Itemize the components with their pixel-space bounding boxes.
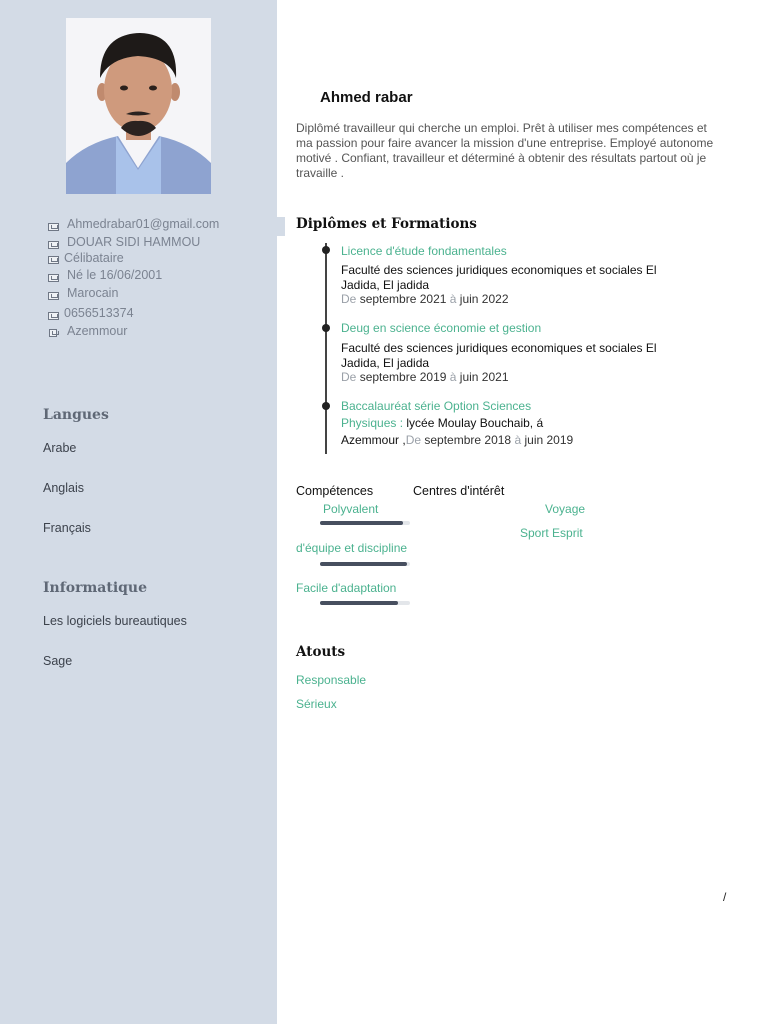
education-school: Faculté des sciences juridiques economiques et sociales El Jadida, El jadida <box>341 263 657 292</box>
skill-bar-track <box>320 562 410 566</box>
section-tab-notch <box>277 217 285 236</box>
date-to-word: à <box>449 370 457 384</box>
candidate-name: Ahmed rabar <box>320 89 413 106</box>
computing-heading: Informatique <box>43 580 148 596</box>
nationality-icon <box>48 292 59 300</box>
education-school: Faculté des sciences juridiques economiques et sociales El Jadida, El jadida <box>341 341 657 370</box>
education-title: Baccalauréat série Option Sciences <box>341 399 532 413</box>
asset-item: Sérieux <box>296 697 337 711</box>
email-icon <box>48 223 59 231</box>
education-dates <box>341 433 573 447</box>
date-from-word: De <box>341 370 357 384</box>
date-end: juin 2019 <box>524 433 574 447</box>
skill-bar-fill <box>320 521 403 525</box>
contact-email[interactable]: Ahmedrabar01@gmail.com <box>67 217 220 231</box>
language-item: Français <box>43 521 91 535</box>
skill-bar-fill <box>320 601 398 605</box>
skills-heading: Compétences <box>296 484 374 498</box>
skill-bar-track <box>320 521 410 525</box>
sidebar <box>0 0 277 1024</box>
interests-heading: Centres d'intérêt <box>413 484 505 498</box>
timeline-dot <box>322 246 330 254</box>
date-end: juin 2022 <box>459 292 509 306</box>
contact-phone[interactable]: 0656513374 <box>64 306 134 320</box>
interest-item: Sport Esprit <box>520 526 583 540</box>
date-start: septembre 2019 <box>359 370 447 384</box>
education-school <box>341 416 686 431</box>
location-icon <box>49 329 57 337</box>
education-heading: Diplômes et Formations <box>296 216 477 232</box>
date-start: septembre 2018 <box>424 433 512 447</box>
timeline-line <box>325 243 327 454</box>
computing-item: Les logiciels bureautiques <box>43 614 187 628</box>
contact-marital-status: Célibataire <box>64 251 124 265</box>
date-start: septembre 2021 <box>359 292 447 306</box>
education-title-continued: Physiques : <box>341 416 404 430</box>
profile-summary: Diplômé travailleur qui cherche un emploi. Prêt à utiliser mes compétences et ma passion pour faire avancer la mission d'une entreprise. Employé autonome motivé . Confiant, travailleur et déterminé à obtenir des résultats partout où je travaille . <box>296 121 714 180</box>
status-icon <box>48 256 59 264</box>
contact-nationality: Marocain <box>67 286 119 300</box>
interest-item: Voyage <box>545 502 586 516</box>
timeline-dot <box>322 324 330 332</box>
skill-bar-fill <box>320 562 407 566</box>
language-item: Arabe <box>43 441 77 455</box>
education-title: Licence d'étude fondamentales <box>341 244 507 258</box>
contact-city: Azemmour <box>67 324 128 338</box>
skill-label: Polyvalent <box>323 502 379 516</box>
phone-icon <box>48 312 59 320</box>
profile-photo <box>66 18 211 194</box>
asset-item: Responsable <box>296 673 367 687</box>
contact-birthdate: Né le 16/06/2001 <box>67 268 163 282</box>
address-icon <box>48 241 59 249</box>
birthday-icon <box>48 274 59 282</box>
skill-label: Facile d'adaptation <box>296 581 397 595</box>
language-item: Anglais <box>43 481 84 495</box>
assets-heading: Atouts <box>296 644 346 660</box>
date-to-word: à <box>449 292 457 306</box>
education-dates <box>341 370 509 384</box>
footer-mark: / <box>723 890 727 904</box>
education-title: Deug en science économie et gestion <box>341 321 542 335</box>
languages-heading: Langues <box>43 407 109 423</box>
timeline-dot <box>322 402 330 410</box>
date-from-word: De <box>341 292 357 306</box>
date-to-word: à <box>514 433 522 447</box>
skill-label: d'équipe et discipline <box>296 541 408 555</box>
education-school-line: Azemmour , <box>341 433 406 447</box>
skill-bar-track <box>320 601 410 605</box>
contact-address: DOUAR SIDI HAMMOU <box>67 235 201 249</box>
education-school-line: lycée Moulay Bouchaib, á <box>406 416 544 430</box>
computing-item: Sage <box>43 654 73 668</box>
date-from-word: De <box>405 433 422 447</box>
date-end: juin 2021 <box>459 370 509 384</box>
education-dates <box>341 292 509 306</box>
